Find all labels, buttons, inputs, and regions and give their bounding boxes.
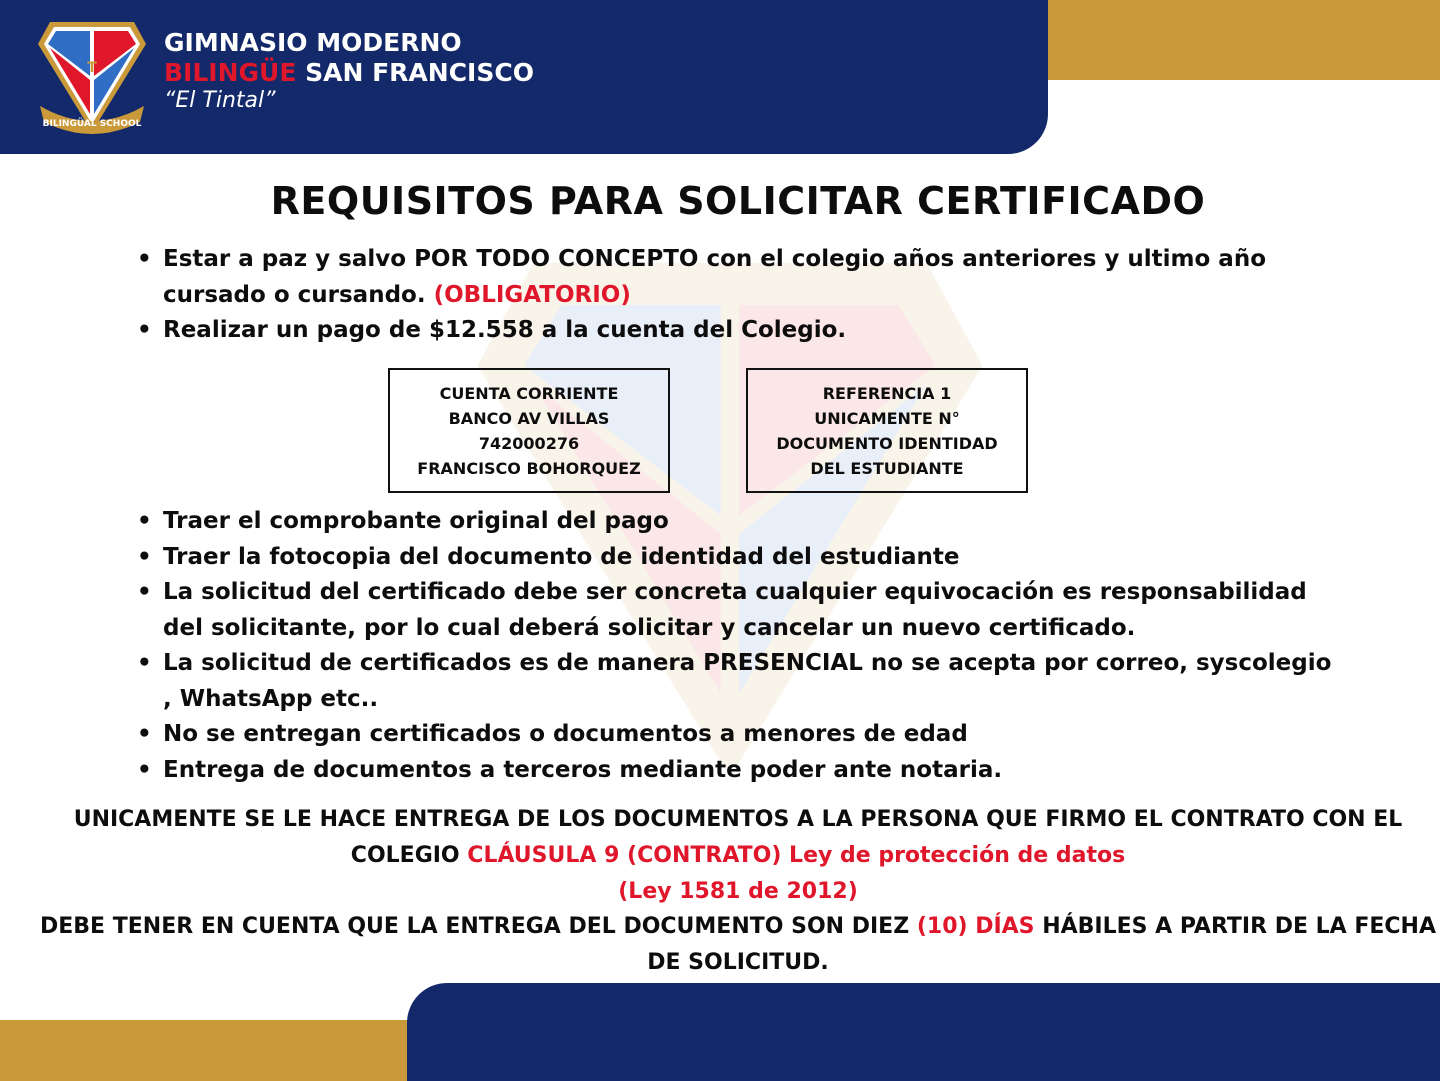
requirement-text: Estar a paz y salvo POR TODO CONCEPTO con el colegio años anteriores y ultimo año cursado o cursando.: [163, 246, 1267, 308]
list-item: • La solicitud de certificados es de manera PRESENCIAL no se acepta por correo, syscolegio , WhatsApp etc..: [137, 646, 1337, 717]
reference-line: UNICAMENTE N°: [814, 408, 960, 428]
list-item: • La solicitud del certificado debe ser concreta cualquier equivocación es responsabilidad del solicitante, por lo cual deberá solicitar y cancelar un nuevo certificado.: [137, 575, 1337, 646]
notice-main: UNICAMENTE SE LE HACE ENTREGA DE LOS DOCUMENTOS A LA PERSONA QUE FIRMO EL CONTRATO CON EL COLEGIO: [73, 807, 1403, 868]
reference-line: DOCUMENTO IDENTIDAD: [776, 433, 998, 453]
mandatory-label: (OBLIGATORIO): [433, 281, 631, 308]
school-name-line2: [164, 57, 534, 88]
delivery-end: HÁBILES A PARTIR DE LA FECHA DE SOLICITUD.: [647, 914, 1436, 975]
delivery-main: DEBE TENER EN CUENTA QUE LA ENTREGA DEL DOCUMENTO SON DIEZ: [40, 914, 917, 939]
school-logo: [30, 14, 154, 140]
header-banner: [0, 0, 1048, 154]
list-item: [137, 313, 1337, 349]
list-item: • Traer el comprobante original del pago: [137, 504, 1337, 540]
gold-banner-top: [1000, 0, 1440, 80]
delivery-text: [40, 909, 1436, 981]
list-item: • Traer la fotocopia del documento de identidad del estudiante: [137, 540, 1337, 576]
account-number: 742000276: [478, 433, 580, 453]
list-item: • No se entregan certificados o documentos a menores de edad: [137, 717, 1337, 753]
delivery-days: (10) DÍAS: [916, 914, 1035, 939]
school-name-san-francisco: SAN FRANCISCO: [296, 58, 534, 87]
list-item: • Entrega de documentos a terceros mediante poder ante notaria.: [137, 753, 1337, 789]
svg-text:T: T: [87, 60, 97, 76]
school-name-line1: GIMNASIO MODERNO: [164, 28, 462, 57]
reference-box: [746, 368, 1028, 493]
page-title: REQUISITOS PARA SOLICITAR CERTIFICADO: [270, 179, 1206, 223]
account-box: [388, 368, 670, 493]
reference-line: REFERENCIA 1: [822, 383, 952, 403]
school-name-bilingue: BILINGÜE: [164, 58, 297, 87]
campus-name: “El Tintal”: [164, 88, 276, 113]
account-type: CUENTA CORRIENTE: [439, 383, 619, 403]
logo-ribbon-text: BILINGÜAL SCHOOL: [42, 119, 142, 129]
footer-banner: [407, 983, 1440, 1081]
bank-name: BANCO AV VILLAS: [448, 408, 610, 428]
requirement-text: Realizar un pago de $12.558 a la cuenta del Colegio.: [163, 317, 847, 343]
school-name: [164, 28, 534, 114]
notice-law: (Ley 1581 de 2012): [618, 879, 858, 904]
notice-text: [40, 802, 1436, 910]
list-item: [137, 242, 1337, 313]
gold-banner-bottom: [0, 1020, 440, 1081]
notice-clause: CLÁUSULA 9 (CONTRATO) Ley de protección de datos: [467, 843, 1126, 868]
reference-line: DEL ESTUDIANTE: [810, 458, 964, 478]
account-holder: FRANCISCO BOHORQUEZ: [417, 458, 641, 478]
requirements-list-bottom: [137, 504, 1337, 788]
requirements-list-top: [137, 242, 1337, 349]
